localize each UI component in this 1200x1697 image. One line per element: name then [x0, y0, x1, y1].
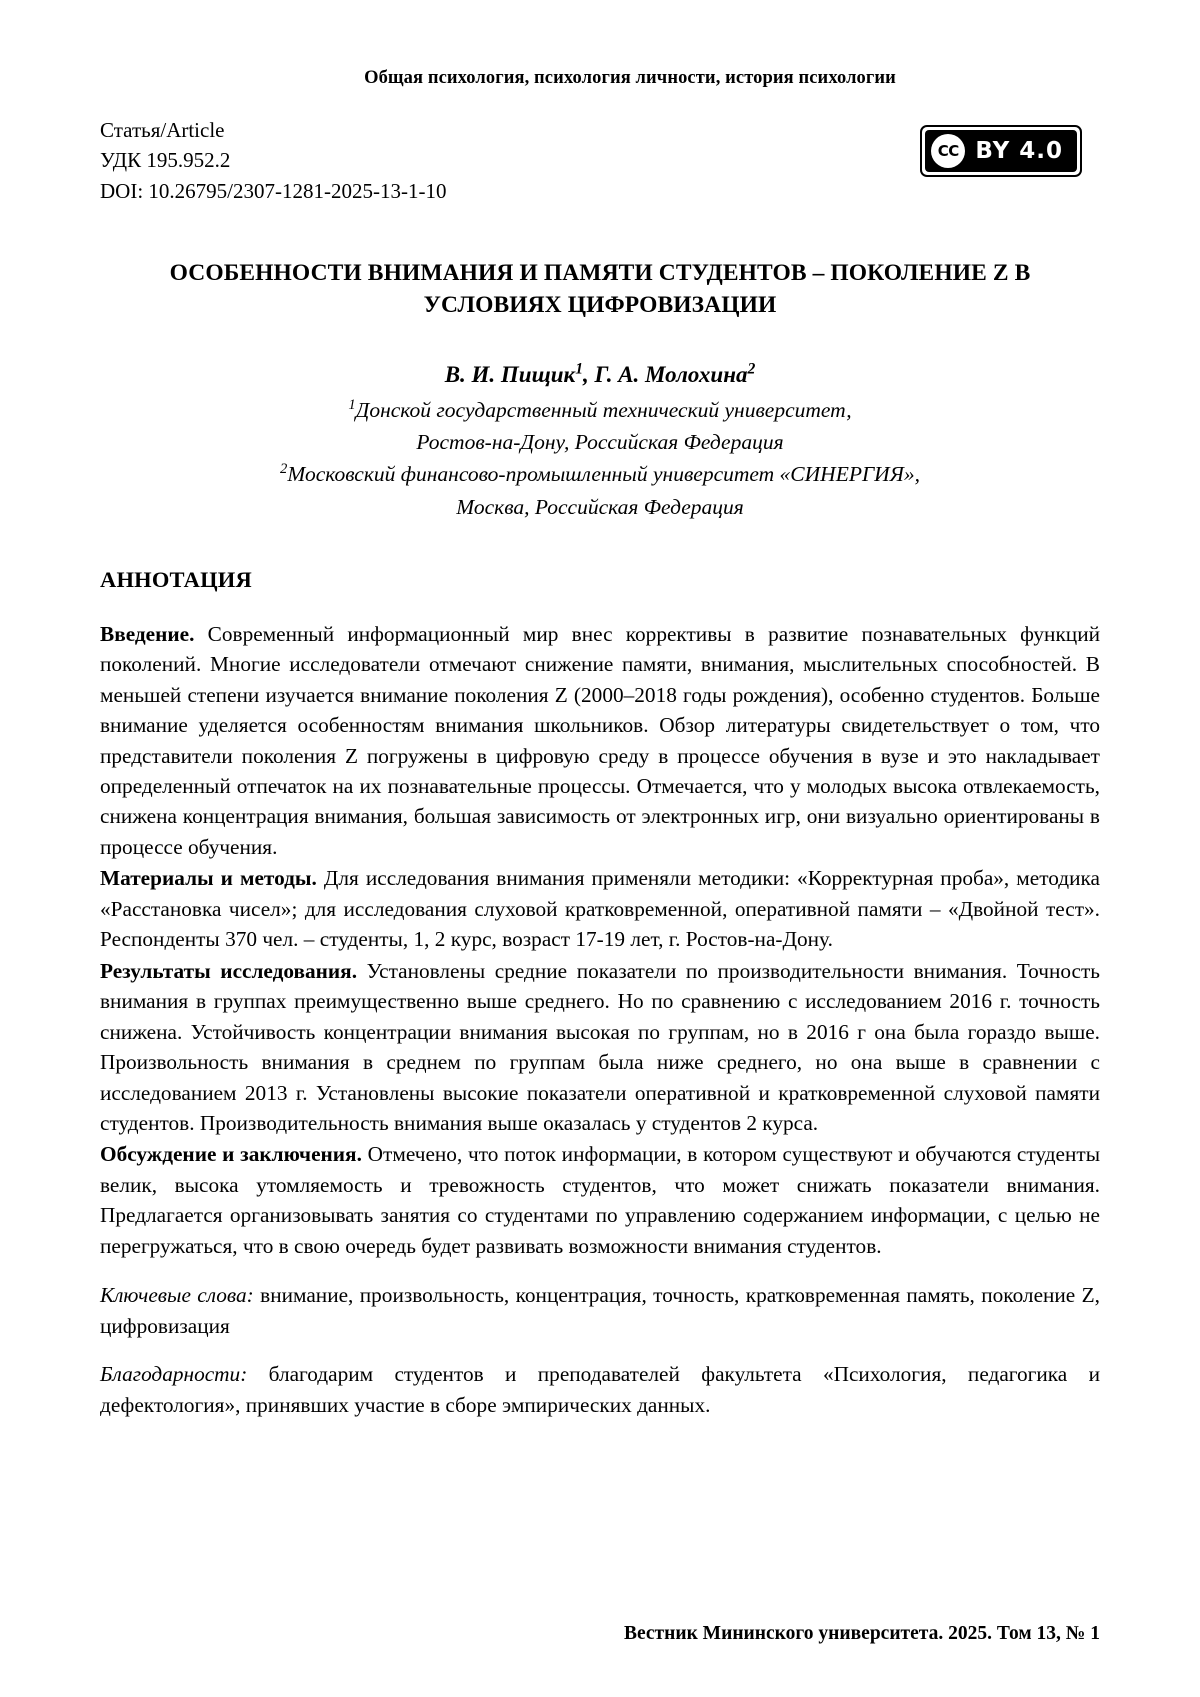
meta-row [100, 115, 1100, 206]
page-footer: Вестник Мининского университета. 2025. Том 13, № 1 [623, 1623, 1100, 1644]
abstract-lead-results: Результаты исследования. [100, 958, 358, 983]
keywords-text: внимание, произвольность, концентрация, точность, кратковременная память, поколение Z, цифровизация [100, 1283, 1100, 1338]
doi-code: DOI: 10.26795/2307-1281-2025-13-1-10 [100, 178, 447, 203]
abstract-block-introduction [100, 619, 1100, 863]
udk-code: УДК 195.952.2 [100, 148, 231, 173]
creative-commons-badge [920, 125, 1082, 177]
cc-logo-icon: CC [931, 134, 965, 168]
author-second: Г. А. Молохина$^2$ [594, 360, 756, 387]
keywords [100, 1280, 1100, 1341]
page-title: ОСОБЕННОСТИ ВНИМАНИЯ И ПАМЯТИ СТУДЕНТОВ – ПОКОЛЕНИЕ Z В УСЛОВИЯХ ЦИФРОВИЗАЦИИ [169, 260, 1031, 319]
abstract-block-discussion [100, 1139, 1100, 1261]
acknowledgements [100, 1359, 1100, 1420]
abstract-block-results [100, 956, 1100, 1139]
abstract-text-introduction: Современный информационный мир внес коррективы в развитие познавательных функций поколений. Многие исследователи отмечают снижение памяти, внимания, мыслительных способностей. В меньшей степени изучается внимание поколения Z (2000–2018 годы рождения), особенно студентов. Больше внимание уделяется особенностям внимания школьников. Обзор литературы свидетельствует о том, что представители поколения Z погружены в цифровую среду в процессе обучения в вузе и это накладывает определенный отпечаток на их познавательные процессы. Отмечается, что у молодых высока отвлекаемость, снижена концентрация внимания, большая зависимость от электронных игр, они визуально ориентированы в процессе обучения. [100, 621, 1100, 859]
article-type: Статья/Article [100, 118, 225, 142]
keywords-label: Ключевые слова: [100, 1283, 254, 1308]
article-meta [100, 115, 446, 206]
abstract-text-results: Установлены средние показатели по производительности внимания. Точность внимания в группах преимущественно выше среднего. Но по сравнению с исследованием 2016 г. точность снижена. Устойчивость концентрации внимания высокая по группам, но в 2016 г она была гораздо выше. Произвольность внимания в среднем по группам была ниже среднего, но она выше в сравнении с исследованием 2013 г. Установлены высокие показатели оперативной и кратковременной слуховой памяти студентов. Производительность внимания выше оказалась у студентов 2 курса. [100, 958, 1101, 1135]
abstract-text-methods: Для исследования внимания применяли методики: «Корректурная проба», методика «Расстановка чисел»; для исследования слуховой кратковременной, оперативной памяти – «Двойной тест». Респонденты 370 чел. – студенты, 1, 2 курс, возраст 17-19 лет, г. Ростов-на-Дону. [100, 866, 1100, 952]
abstract-block-methods [100, 863, 1100, 954]
abstract-lead-discussion: Обсуждение и заключения. [100, 1142, 362, 1167]
affiliation-2: $^2$Московский финансово-промышленный университет «СИНЕРГИЯ», [280, 461, 920, 487]
abstract-lead-introduction: Введение. [100, 621, 195, 646]
author-first: В. И. Пищик$^1$ [444, 360, 584, 387]
authors-separator: , [583, 361, 595, 387]
affiliation-2-city: Москва, Российская Федерация [456, 494, 744, 519]
authors-line [100, 362, 1100, 388]
acknowledgements-label: Благодарности: [100, 1362, 248, 1387]
running-head: Общая психология, психология личности, история психологии [364, 68, 896, 88]
spacer-2 [100, 1341, 1100, 1359]
affiliation-1-city: Ростов-на-Дону, Российская Федерация [416, 430, 784, 454]
affiliation-1: $^1$Донской государственный технический университет, [348, 396, 852, 422]
abstract-lead-methods: Материалы и методы. [100, 866, 317, 891]
acknowledgements-text: благодарим студентов и преподавателей факультета «Психология, педагогика и дефектология», принявших участие в сборе эмпирических данных. [100, 1362, 1100, 1417]
cc-license-label: BY 4.0 [975, 137, 1063, 164]
abstract-text-discussion: Отмечено, что поток информации, в котором существуют и обучаются студенты велик, высока утомляемость и тревожность студентов, что может снижать показатели внимания. Предлагается организовывать занятия со студентами по управлению содержанием информации, с целью не перегружаться, что в свою очередь будет развивать возможности внимания студентов. [100, 1142, 1101, 1258]
affiliations [100, 394, 1100, 523]
spacer [100, 1262, 1100, 1280]
abstract-heading: АННОТАЦИЯ [100, 566, 252, 592]
